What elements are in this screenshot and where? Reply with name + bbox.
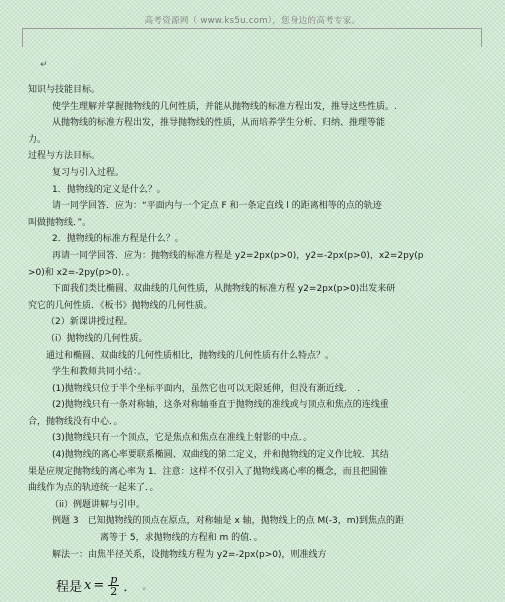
formula-prefix: 程是: [56, 580, 83, 595]
section-heading-knowledge: 知识与技能目标。: [28, 85, 101, 95]
formula-variable: x: [84, 578, 92, 593]
formula-trail: 。: [142, 582, 152, 592]
example-line: 例题 3 已知抛物线的顶点在原点，对称轴是 x 轴，抛物线上的点 M(-3，m)到焦点的距: [52, 516, 405, 527]
subsection-heading: （2）新课讲授过程。: [46, 317, 133, 328]
list-item: (4)抛物线的离心率要联系椭圆、双曲线的第二定义，并和抛物线的定义作比较．其结: [52, 450, 389, 461]
paragraph-line: 使学生理解并掌握抛物线的几何性质，并能从抛物线的标准方程出发，推导这些性质。.: [52, 101, 397, 112]
fraction-denominator: 2: [110, 585, 118, 598]
paragraph-line: 再请一同学回答．应为：抛物线的标准方程是 y2=2px(p>0)，y2=-2px(p>0)，x2=2py(p: [52, 250, 424, 261]
paragraph-line: 究它的几何性质．《板书》抛物线的几何性质。: [28, 300, 213, 311]
paragraph-line: 叫做抛物线．”。: [28, 217, 92, 228]
paragraph-line: 从抛物线的标准方程出发，推导抛物线的性质，从而培养学生分析、归纳、推理等能: [52, 118, 386, 129]
paragraph-line: 力。: [28, 134, 47, 145]
formula-directrix: [56, 574, 151, 597]
header-frame: [22, 28, 482, 47]
paragraph-line: 学生和教师共同小结：。: [52, 367, 147, 378]
page-header: 高考资源网（ www.ks5u.com），您身边的高考专家。: [144, 16, 361, 26]
list-item: (3)抛物线只有一个顶点，它是焦点和焦点在准线上射影的中点．。: [52, 433, 313, 444]
return-mark: ↵: [40, 60, 48, 70]
paragraph-line: 通过和椭圆、双曲线的几何性质相比，抛物线的几何性质有什么特点？。: [46, 350, 335, 361]
list-item: (1)抛物线只位于半个坐标平面内，虽然它也可以无限延伸，但没有渐近线． .: [52, 383, 361, 394]
question-line: 2．抛物线的标准方程是什么？。: [52, 234, 184, 245]
solution-line: 解法一：由焦半径关系，设抛物线方程为 y2=-2px(p>0)，则准线方: [52, 549, 327, 560]
subsection-heading: （i）抛物线的几何性质。: [46, 333, 148, 344]
paragraph-line: 复习与引入过程。: [52, 167, 125, 178]
paragraph-line: 曲线作为点的轨迹统一起来了．。: [28, 483, 159, 494]
paragraph-line: 合，抛物线没有中心．。: [28, 416, 123, 427]
document-body: [28, 82, 480, 563]
formula-fraction: [108, 574, 119, 597]
example-line: 离等于 5，求抛物线的方程和 m 的值．。: [100, 533, 263, 544]
section-heading-process: 过程与方法目标。: [28, 151, 101, 162]
paragraph-line: 果是应规定抛物线的离心率为 1．注意：这样不仅引入了抛物线离心率的概念，而且把圆锥: [28, 466, 388, 477]
list-item: (2)抛物线只有一条对称轴，这条对称轴垂直于抛物线的准线或与顶点和焦点的连线重: [52, 400, 389, 411]
subsection-heading: （ii）例题讲解与引申。: [50, 499, 146, 510]
paragraph-line: 下面我们类比椭圆、双曲线的几何性质，从抛物线的标准方程 y2=2px(p>0)出发来研: [52, 284, 396, 295]
paragraph-line: 请一同学回答．应为：“平面内与一个定点 F 和一条定直线 l 的距离相等的点的轨迹: [52, 201, 382, 212]
formula-suffix: ．: [123, 580, 137, 595]
paragraph-line: >0)和 x2=-2py(p>0)．。: [28, 267, 135, 278]
fraction-numerator: p: [110, 573, 118, 586]
formula-equals: =: [93, 578, 105, 593]
question-line: 1．抛物线的定义是什么？。: [52, 184, 166, 195]
